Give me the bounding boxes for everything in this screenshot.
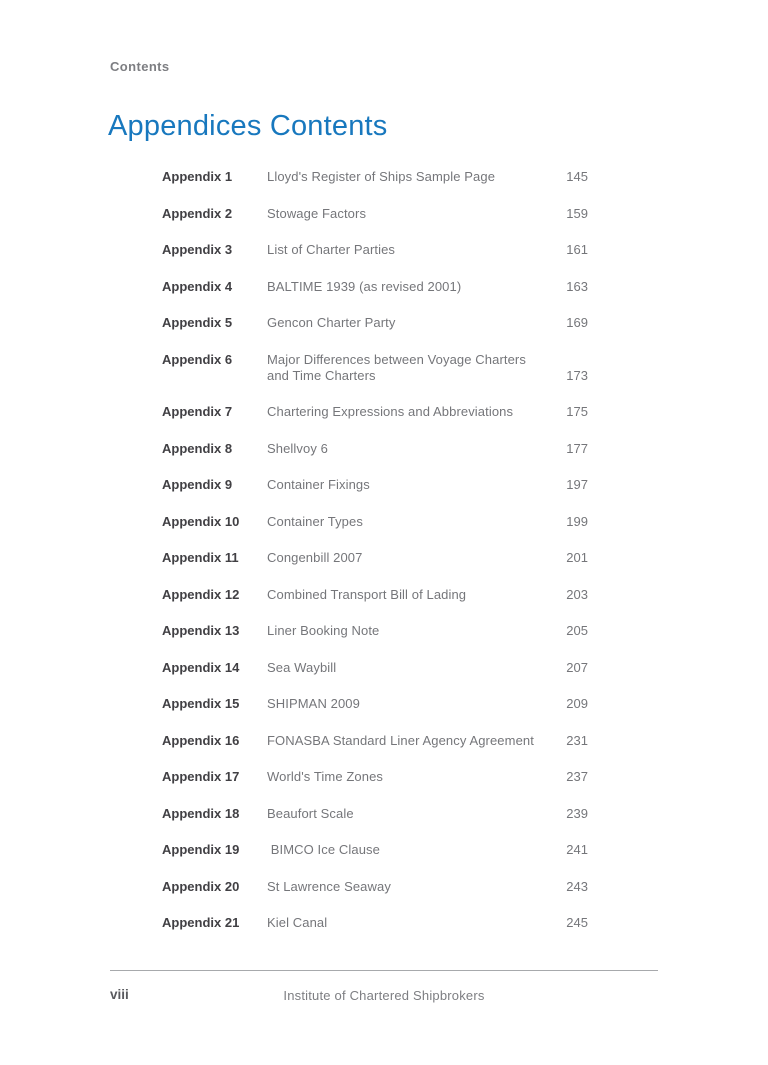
toc-entry-title-line: and Time Charters <box>267 367 376 383</box>
toc-entry-title <box>267 842 548 858</box>
toc-entry-page: 207 <box>566 659 588 675</box>
toc-entry-title <box>267 915 548 931</box>
toc-entry-label: Appendix 5 <box>162 315 233 330</box>
toc-entry-title-line: BIMCO Ice Clause <box>267 842 380 857</box>
toc-entry-title-line: Combined Transport Bill of Lading <box>267 586 467 602</box>
toc-entry-label: Appendix 6 <box>162 351 233 367</box>
toc-entry <box>162 169 588 185</box>
toc-entry <box>162 242 588 258</box>
toc-entry-label: Appendix 19 <box>162 842 240 857</box>
toc-entry <box>162 441 588 457</box>
toc-entry-label: Appendix 20 <box>162 878 240 894</box>
toc-entry <box>162 587 588 603</box>
toc-entry-title-line: World's Time Zones <box>267 769 384 784</box>
toc-entry-label: Appendix 7 <box>162 404 233 419</box>
toc-entry-title <box>267 404 548 420</box>
toc-entry <box>162 352 588 384</box>
toc-entry-label: Appendix 4 <box>162 278 233 294</box>
toc-entry-page: 145 <box>566 169 588 184</box>
toc-entry-title-line: St Lawrence Seaway <box>267 878 391 894</box>
toc-entry-title <box>267 169 548 185</box>
toc-entry-label: Appendix 16 <box>162 732 240 748</box>
toc-entry-page: 173 <box>566 367 588 383</box>
toc-entry-title-line: Container Fixings <box>267 477 370 492</box>
toc-entry-label: Appendix 1 <box>162 169 233 184</box>
toc-entry-label: Appendix 2 <box>162 205 233 221</box>
toc-entry-title <box>267 769 548 785</box>
toc-entry-title <box>267 206 548 222</box>
toc-entry-page: 163 <box>566 278 588 294</box>
toc-entry-title <box>267 279 548 295</box>
toc-entry-title-line: Container Types <box>267 513 363 529</box>
toc-entry-title <box>267 660 548 676</box>
toc-entry-label: Appendix 8 <box>162 440 233 456</box>
toc-entry-title-line: Major Differences between Voyage Charters <box>267 351 526 367</box>
appendices-toc <box>162 169 588 952</box>
toc-entry-page: 159 <box>566 205 588 221</box>
toc-entry-title-line: List of Charter Parties <box>267 242 396 257</box>
toc-entry-title <box>267 806 548 822</box>
toc-entry-title <box>267 514 548 530</box>
toc-entry-label: Appendix 14 <box>162 659 240 675</box>
toc-entry-title-line: Sea Waybill <box>267 659 337 675</box>
toc-entry-page: 197 <box>566 477 588 492</box>
toc-entry-label: Appendix 21 <box>162 915 240 930</box>
publisher-name: Institute of Chartered Shipbrokers <box>283 988 485 1003</box>
toc-entry <box>162 733 588 749</box>
toc-entry <box>162 879 588 895</box>
toc-entry-title-line: FONASBA Standard Liner Agency Agreement <box>267 732 534 748</box>
toc-entry-title-line: Lloyd's Register of Ships Sample Page <box>267 169 496 184</box>
toc-entry-page: 161 <box>566 242 588 257</box>
toc-entry-title <box>267 879 548 895</box>
toc-entry-label: Appendix 13 <box>162 623 240 638</box>
toc-entry-title <box>267 477 548 493</box>
running-header: Contents <box>110 59 170 74</box>
folio-page-number: viii <box>110 987 129 1002</box>
toc-entry-page: 239 <box>566 805 588 821</box>
toc-entry-title-line: Gencon Charter Party <box>267 315 396 330</box>
toc-entry-title-line: Congenbill 2007 <box>267 550 363 565</box>
toc-entry-page: 245 <box>566 915 588 930</box>
toc-entry-label: Appendix 17 <box>162 769 240 784</box>
toc-entry-title-line: Kiel Canal <box>267 915 328 930</box>
toc-entry-page: 231 <box>566 732 588 748</box>
toc-entry <box>162 550 588 566</box>
toc-entry <box>162 660 588 676</box>
toc-entry <box>162 769 588 785</box>
toc-entry <box>162 477 588 493</box>
toc-entry <box>162 404 588 420</box>
toc-entry <box>162 279 588 295</box>
toc-entry-label: Appendix 18 <box>162 805 240 821</box>
toc-entry-title-line: SHIPMAN 2009 <box>267 696 360 711</box>
toc-entry <box>162 915 588 931</box>
toc-entry-label: Appendix 11 <box>162 550 239 565</box>
toc-entry-page: 169 <box>566 315 588 330</box>
toc-entry <box>162 623 588 639</box>
toc-entry <box>162 806 588 822</box>
toc-entry-label: Appendix 9 <box>162 477 233 492</box>
toc-entry-page: 203 <box>566 586 588 602</box>
toc-entry-title-line: Stowage Factors <box>267 205 367 221</box>
toc-entry-page: 241 <box>566 842 588 857</box>
toc-entry-page: 209 <box>566 696 588 711</box>
toc-entry-title <box>267 315 548 331</box>
toc-entry-title-line: Beaufort Scale <box>267 805 354 821</box>
toc-entry-title <box>267 550 548 566</box>
toc-entry-label: Appendix 12 <box>162 586 240 602</box>
toc-entry-page: 201 <box>566 550 588 565</box>
footer-rule <box>110 970 658 971</box>
toc-entry-page: 205 <box>566 623 588 638</box>
toc-entry-title-line: Shellvoy 6 <box>267 440 328 456</box>
toc-entry-title <box>267 242 548 258</box>
toc-entry <box>162 696 588 712</box>
toc-entry-label: Appendix 3 <box>162 242 233 257</box>
toc-entry-title <box>267 587 548 603</box>
toc-entry-title <box>267 696 548 712</box>
toc-entry-label: Appendix 15 <box>162 696 240 711</box>
toc-entry-page: 237 <box>566 769 588 784</box>
toc-entry-page: 243 <box>566 878 588 894</box>
toc-entry <box>162 842 588 858</box>
toc-entry-title-line: BALTIME 1939 (as revised 2001) <box>267 278 462 294</box>
toc-entry <box>162 514 588 530</box>
toc-entry-title <box>267 352 548 384</box>
toc-entry <box>162 206 588 222</box>
toc-entry-title <box>267 623 548 639</box>
toc-entry-title <box>267 733 548 749</box>
page-title: Appendices Contents <box>108 110 388 142</box>
toc-entry-title <box>267 441 548 457</box>
toc-entry <box>162 315 588 331</box>
toc-entry-page: 177 <box>566 440 588 456</box>
toc-entry-title-line: Liner Booking Note <box>267 623 380 638</box>
toc-entry-title-line: Chartering Expressions and Abbreviations <box>267 404 514 419</box>
toc-entry-label: Appendix 10 <box>162 513 240 529</box>
toc-entry-page: 175 <box>566 404 588 419</box>
toc-entry-page: 199 <box>566 513 588 529</box>
